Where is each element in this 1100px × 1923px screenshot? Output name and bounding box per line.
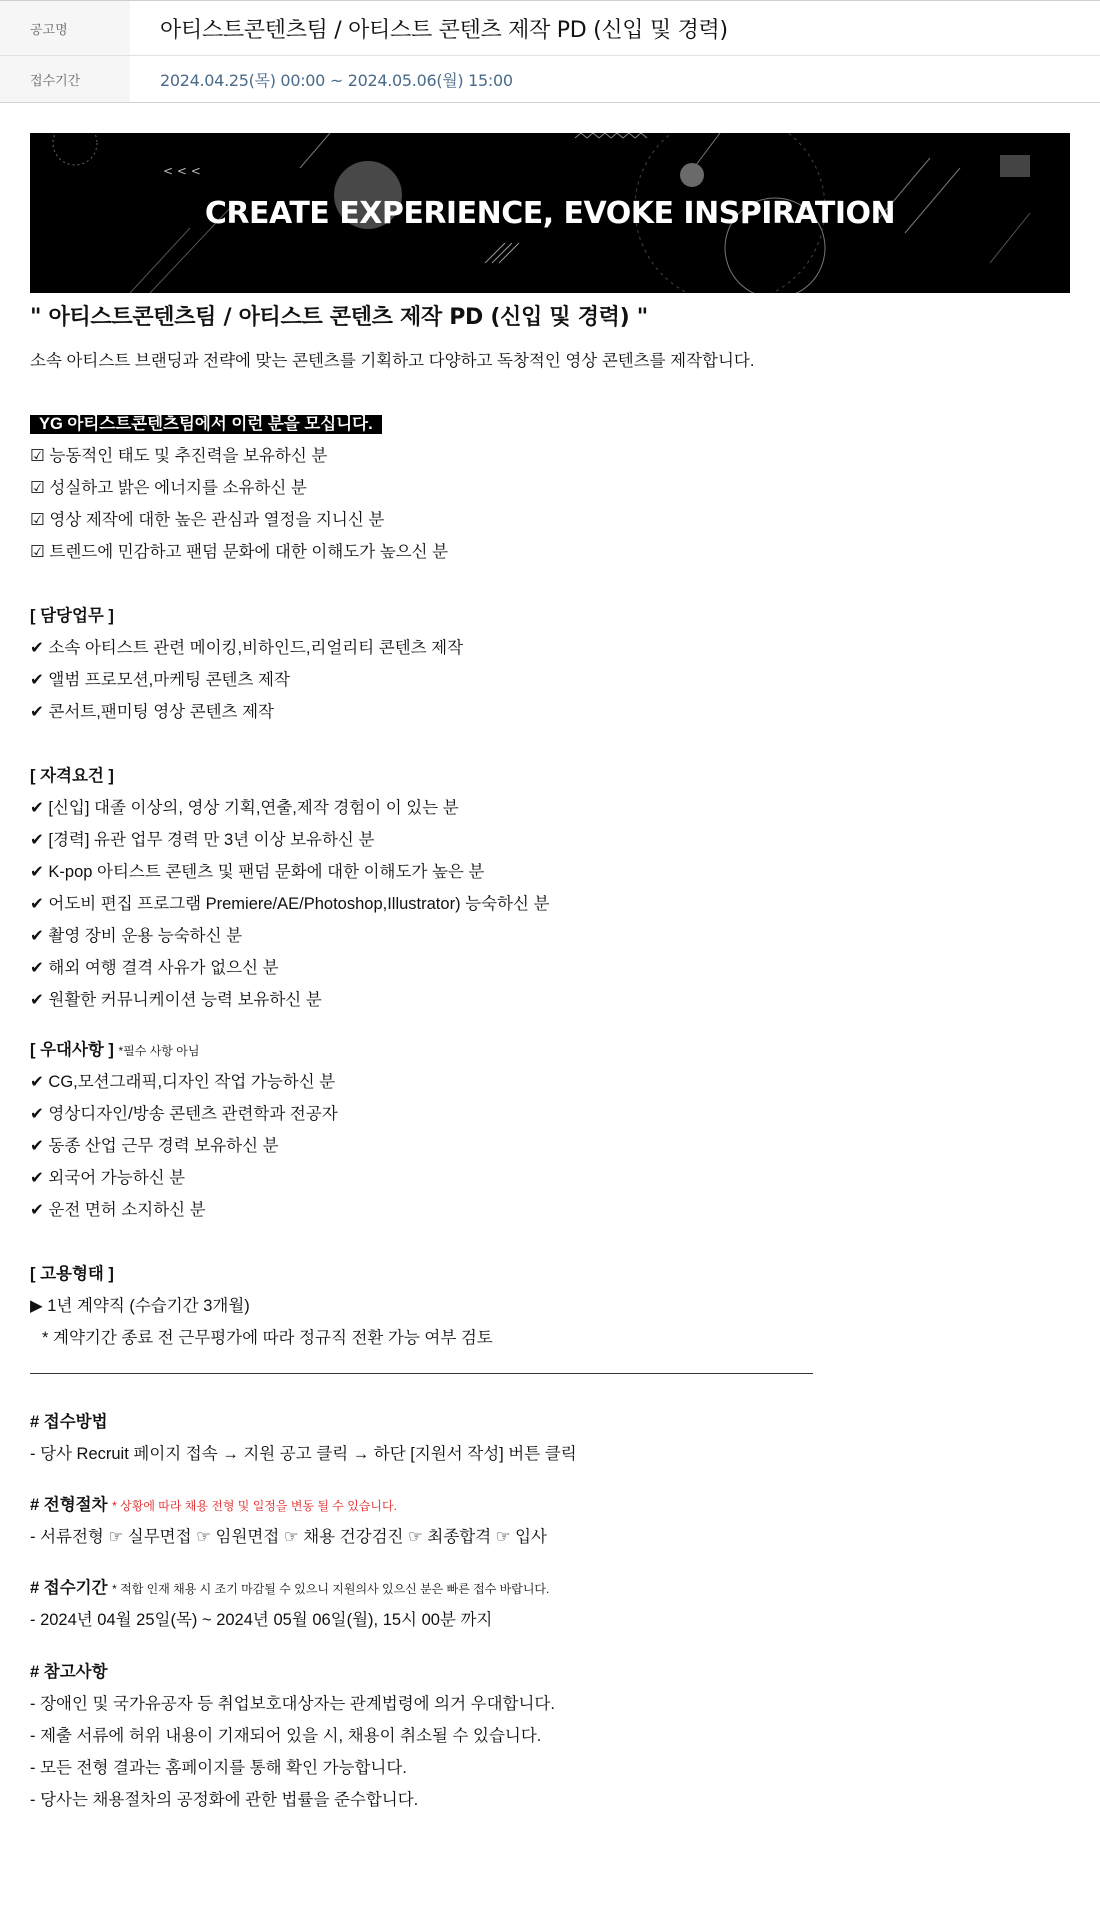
seeking-heading-text: YG 아티스트콘텐츠팀에서 이런 분을 모십니다. bbox=[30, 415, 382, 434]
qualification-item: ✔ 어도비 편집 프로그램 Premiere/AE/Photoshop,Illustrator) 능숙하신 분 bbox=[30, 895, 550, 913]
duties-heading: [ 담당업무 ] bbox=[30, 607, 114, 625]
deadline-note: * 적합 인재 채용 시 조기 마감될 수 있으니 지원의사 있으신 분은 빠른 접수 바랍니다. bbox=[112, 1582, 550, 1596]
seeking-item: ☑ 능동적인 태도 및 추진력을 보유하신 분 bbox=[30, 447, 328, 465]
application-period-label: 접수기간 bbox=[0, 56, 130, 102]
qualification-item: ✔ K-pop 아티스트 콘텐츠 및 팬덤 문화에 대한 이해도가 높은 분 bbox=[30, 863, 485, 881]
preferred-note: *필수 사항 아님 bbox=[118, 1044, 200, 1058]
preferred-item: ✔ CG,모션그래픽,디자인 작업 가능하신 분 bbox=[30, 1073, 336, 1091]
employment-type: ▶ 1년 계약직 (수습기간 3개월) bbox=[30, 1297, 250, 1315]
seeking-item: ☑ 영상 제작에 대한 높은 관심과 열정을 지니신 분 bbox=[30, 511, 385, 529]
note-item: - 장애인 및 국가유공자 등 취업보호대상자는 관계법령에 의거 우대합니다. bbox=[30, 1695, 555, 1713]
preferred-heading bbox=[30, 1036, 199, 1060]
apply-method: - 당사 Recruit 페이지 접속 → 지원 공고 클릭 → 하단 [지원서 작성] 버튼 클릭 bbox=[30, 1445, 577, 1463]
note-item: - 모든 전형 결과는 홈페이지를 통해 확인 가능합니다. bbox=[30, 1759, 407, 1777]
qualification-item: ✔ [경력] 유관 업무 경력 만 3년 이상 보유하신 분 bbox=[30, 831, 375, 849]
preferred-item: ✔ 외국어 가능하신 분 bbox=[30, 1169, 186, 1187]
job-info-table bbox=[0, 0, 1100, 103]
section-divider bbox=[30, 1373, 813, 1374]
process-note: * 상황에 따라 채용 전형 및 일정을 변동 될 수 있습니다. bbox=[112, 1499, 397, 1513]
qualification-item: ✔ [신입] 대졸 이상의, 영상 기획,연출,제작 경험이 이 있는 분 bbox=[30, 799, 459, 817]
notes-heading: # 참고사항 bbox=[30, 1663, 108, 1681]
job-title-value: 아티스트콘텐츠팀 / 아티스트 콘텐츠 제작 PD (신입 및 경력) bbox=[160, 17, 728, 43]
seeking-item: ☑ 트렌드에 민감하고 팬덤 문화에 대한 이해도가 높으신 분 bbox=[30, 543, 449, 561]
post-title: " 아티스트콘텐츠팀 / 아티스트 콘텐츠 제작 PD (신입 및 경력) " bbox=[30, 305, 648, 330]
job-title-label: 공고명 bbox=[0, 1, 130, 55]
duty-item: ✔ 앨범 프로모션,마케팅 콘텐츠 제작 bbox=[30, 671, 290, 689]
employment-heading: [ 고용형태 ] bbox=[30, 1265, 114, 1283]
note-item: - 제출 서류에 허위 내용이 기재되어 있을 시, 채용이 취소될 수 있습니다. bbox=[30, 1727, 542, 1745]
apply-heading: # 접수방법 bbox=[30, 1413, 108, 1431]
employment-note: * 계약기간 종료 전 근무평가에 따라 정규직 전환 가능 여부 검토 bbox=[42, 1329, 493, 1347]
duty-item: ✔ 소속 아티스트 관련 메이킹,비하인드,리얼리티 콘텐츠 제작 bbox=[30, 639, 464, 657]
deadline-period: - 2024년 04월 25일(목) ~ 2024년 05월 06일(월), 15시 00분 까지 bbox=[30, 1611, 493, 1629]
process-heading bbox=[30, 1491, 397, 1515]
application-period-value: 2024.04.25(목) 00:00 ~ 2024.05.06(월) 15:00 bbox=[160, 70, 513, 90]
duty-item: ✔ 콘서트,팬미팅 영상 콘텐츠 제작 bbox=[30, 703, 274, 721]
process-heading-text: # 전형절차 bbox=[30, 1496, 108, 1514]
note-item: - 당사는 채용절차의 공정화에 관한 법률을 준수합니다. bbox=[30, 1791, 419, 1809]
deadline-heading bbox=[30, 1574, 549, 1598]
qualification-item: ✔ 원활한 커뮤니케이션 능력 보유하신 분 bbox=[30, 991, 322, 1009]
preferred-item: ✔ 동종 산업 근무 경력 보유하신 분 bbox=[30, 1137, 279, 1155]
seeking-item: ☑ 성실하고 밝은 에너지를 소유하신 분 bbox=[30, 479, 307, 497]
qualification-item: ✔ 해외 여행 결격 사유가 없으신 분 bbox=[30, 959, 279, 977]
qualifications-heading: [ 자격요건 ] bbox=[30, 767, 114, 785]
seeking-heading bbox=[30, 410, 382, 434]
deadline-heading-text: # 접수기간 bbox=[30, 1579, 108, 1597]
preferred-item: ✔ 영상디자인/방송 콘텐츠 관련학과 전공자 bbox=[30, 1105, 338, 1123]
recruit-banner bbox=[30, 133, 1070, 293]
preferred-heading-text: [ 우대사항 ] bbox=[30, 1041, 114, 1059]
qualification-item: ✔ 촬영 장비 운용 능숙하신 분 bbox=[30, 927, 243, 945]
banner-slogan: CREATE EXPERIENCE, EVOKE INSPIRATION bbox=[204, 195, 896, 231]
application-period-row bbox=[0, 56, 1100, 103]
job-title-row bbox=[0, 1, 1100, 56]
process-steps: - 서류전형 ☞ 실무면접 ☞ 임원면접 ☞ 채용 건강검진 ☞ 최종합격 ☞ 입사 bbox=[30, 1528, 548, 1546]
svg-text:< < <: < < < bbox=[163, 164, 201, 178]
preferred-item: ✔ 운전 면허 소지하신 분 bbox=[30, 1201, 206, 1219]
post-intro: 소속 아티스트 브랜딩과 전략에 맞는 콘텐츠를 기획하고 다양하고 독창적인 영상 콘텐츠를 제작합니다. bbox=[30, 352, 755, 370]
